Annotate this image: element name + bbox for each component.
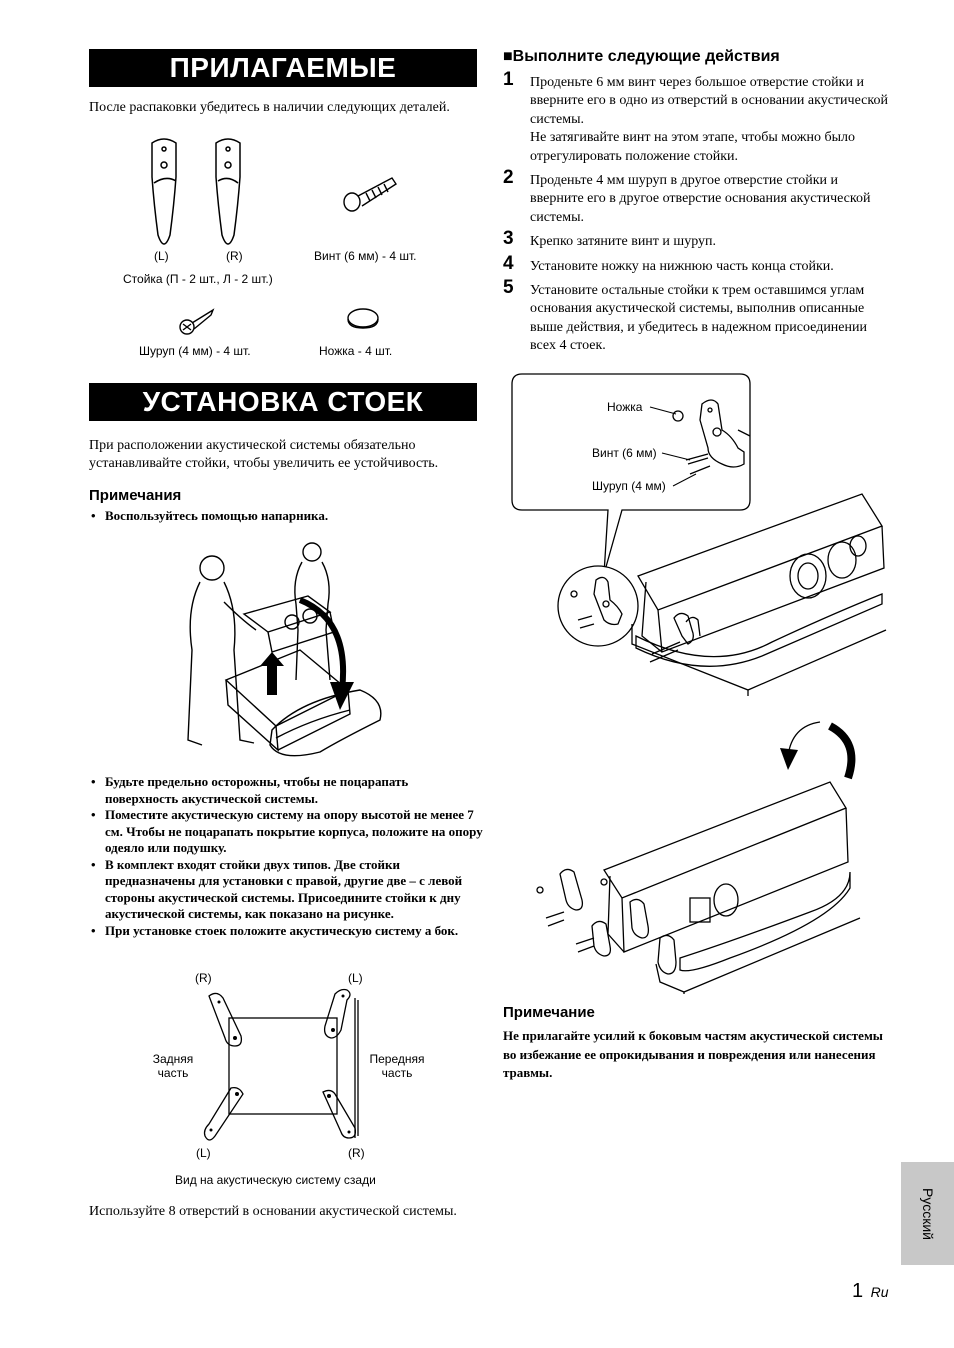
caution-text: Не прилагайте усилий к боковым частям акустической системы во избежание ее опрокидывания и повреждения или нанесения травмы. [503,1028,883,1080]
step-number: 4 [503,252,514,274]
unpack-intro: После распаковки убедитесь в наличии следующих деталей. [89,100,450,115]
step-text: Установите остальные стойки к трем оставшимся углам основания акустической системы, выполнив описанные выше действия, и убедитесь в надежном присоединении всех 4 стоек. [530,283,867,354]
page-number-value: 1 [852,1280,864,1302]
foot-caption: Ножка - 4 шт. [319,344,393,358]
diagram-rear-label: Задняя часть [152,1052,194,1080]
diagram-caption: Вид на акустическую систему сзади [175,1173,376,1187]
caution-heading: Примечание [503,1004,595,1021]
note-item: • При установке стоек положите акустическую систему а бок. [89,923,484,940]
notes-heading: Примечания [89,487,182,504]
page-number [852,1280,888,1303]
stand-left-label: (L) [154,249,169,263]
language-side-tab [901,1162,954,1265]
callout-foot-label: Ножка [607,400,643,414]
screw-6mm-caption: Винт (6 мм) - 4 шт. [314,249,417,263]
callout-screw6-label: Винт (6 мм) [592,446,657,460]
step-text: Проденьте 6 мм винт через большое отверстие стойки и вверните его в одно из отверстий в основании акустической системы. [530,75,888,127]
diagram-l-bottom: (L) [196,1146,211,1160]
step-number: 5 [503,277,514,299]
step-number: 1 [503,69,514,90]
note-item: • Воспользуйтесь помощью напарника. [89,508,484,525]
install-intro: При расположении акустической системы обязательно устанавливайте стойки, чтобы увеличить ее устойчивость. [89,438,439,471]
diagram-r-top: (R) [195,971,212,985]
note-item: • Будьте предельно осторожны, чтобы не поцарапать поверхность акустической системы. [89,774,484,807]
steps-heading: ■Выполните следующие действия [503,48,780,65]
step-text: Установите ножку на нижнюю часть конца стойки. [530,258,834,274]
step-extra: Не затягивайте винт на этом этапе, чтобы можно было отрегулировать положение стойки. [530,130,855,164]
holes-footnote: Используйте 8 отверстий в основании акустической системы. [89,1204,457,1219]
diagram-l-top: (L) [348,971,363,985]
screw-4mm-caption: Шуруп (4 мм) - 4 шт. [139,344,251,358]
step-text: Крепко затяните винт и шуруп. [530,234,716,250]
section-title-included: ПРИЛАГАЕМЫЕ [89,49,477,87]
step-text: Проденьте 4 мм шуруп в другое отверстие стойки и вверните его в другое отверстие основания акустической системы. [530,173,871,225]
diagram-r-bottom: (R) [348,1146,365,1160]
stand-right-label: (R) [226,249,243,263]
step-number: 2 [503,167,514,189]
diagram-front-label: Передняя часть [369,1052,425,1080]
speaker-rotate-illustration [530,712,860,994]
callout-screw4-label: Шуруп (4 мм) [592,479,666,493]
stand-caption: Стойка (П - 2 шт., Л - 2 шт.) [123,272,273,286]
step-number: 3 [503,228,514,250]
section-title-install: УСТАНОВКА СТОЕК [89,383,477,421]
language-label: Русский [919,1187,936,1240]
note-item: • Поместите акустическую систему на опору высотой не менее 7 см. Чтобы не поцарапать покрытие корпуса, положите на опору одеяло или подушку. [89,807,484,857]
note-item: • В комплект входят стойки двух типов. Две стойки предназначены для установки с правой, другие две – с левой стороны акустической системы. Присоедините стойки к дну акустической системы, как показано на рисунке. [89,857,484,923]
page-language-code: Ru [870,1284,889,1300]
